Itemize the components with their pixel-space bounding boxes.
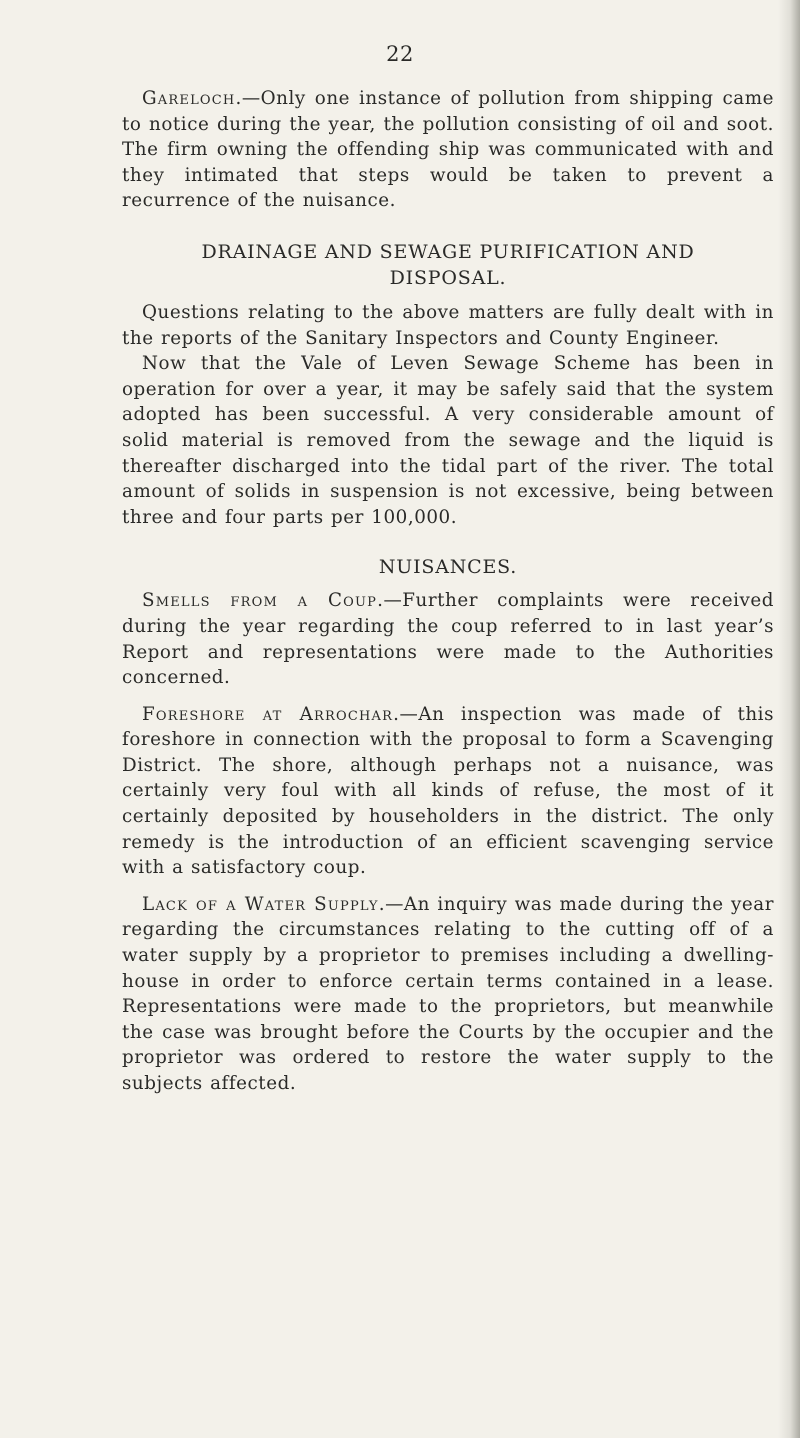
paragraph-text-smells: .—Further complaints were received during the year regarding the coup referred to in last year’s Report and representations were made to the Authorities concerned. [122,590,774,689]
section-heading-nuisances: NUISANCES. [378,556,518,579]
paragraph-foreshore [122,702,774,881]
paragraph-text-gareloch: .—Only one instance of pollution from shipping came to notice during the year, the pollution consisting of oil and soot. The firm owning the offending ship was communicated with and they intimated that steps would be taken to prevent a recurrence of the nuisance. [122,88,774,212]
paragraph-drainage-2: Now that the Vale of Leven Sewage Scheme has been in operation for over a year, it may be safely said that the system adopted has been successful. A very considerable amount of solid material is removed from the sewage and the liquid is thereafter discharged into the tidal part of the river. The total amount of solids in suspension is not excessive, being between three and four parts per 100,000. [122,353,774,528]
paragraph-gareloch [122,86,774,214]
paragraph-lead-smells: Smells from a Coup [142,590,378,612]
page-number: 22 [386,42,414,66]
page-content [122,86,774,1097]
paragraph-text-water: .—An inquiry was made during the year regarding the circumstances relating to the cutting off of a water supply by a proprietor to premises including a dwelling-house in order to enforce certain terms contained in a lease. Representations were made to the proprietors, but meanwhile the case was brought before the Courts by the occupier and the proprietor was ordered to restore the water supply to the subjects affected. [122,893,774,1094]
paragraph-lead-gareloch: Gareloch [142,88,236,109]
paragraph-lead-water: Lack of a Water Supply [142,893,379,915]
paragraph-lead-foreshore: Foreshore at Arrochar [142,703,394,725]
paragraph-water [122,892,774,1097]
page-edge-shadow [778,0,800,1438]
section-heading-drainage: DRAINAGE AND SEWAGE PURIFICATION AND DISPOSAL. [201,240,695,289]
paragraph-drainage-1: Questions relating to the above matters are fully dealt with in the reports of the Sanitary Inspectors and County Engineer. [122,301,774,349]
paragraph-text-foreshore: .—An inspection was made of this foreshore in connection with the proposal to form a Scavenging District. The shore, although perhaps not a nuisance, was certainly very foul with all kinds of refuse, the most of it certainly deposited by householders in the district. The only remedy is the introduction of an efficient scavenging service with a satisfactory coup. [122,703,775,879]
paragraph-smells [122,588,774,690]
